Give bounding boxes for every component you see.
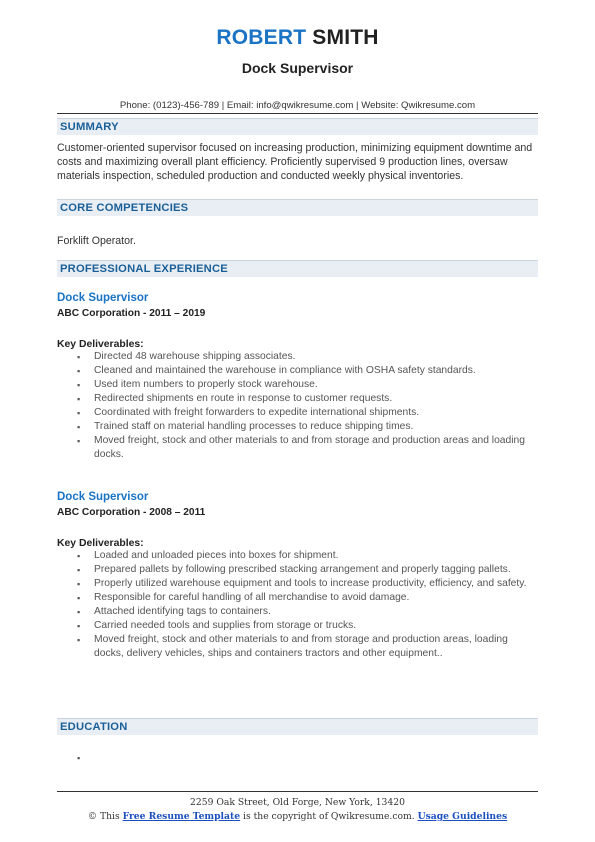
job-2-company: ABC Corporation - 2008 – 2011	[57, 507, 206, 518]
footer-address: 2259 Oak Street, Old Forge, New York, 13420	[190, 797, 405, 808]
list-item: ▪ Attached identifying tags to containers.	[77, 605, 532, 619]
copyright-prefix: © This	[87, 811, 120, 822]
education-section-header	[57, 718, 538, 735]
candidate-name	[0, 26, 595, 50]
job-1-title: Dock Supervisor	[57, 292, 149, 304]
job-2-title: Dock Supervisor	[57, 491, 149, 503]
summary-section-header	[57, 118, 538, 135]
contact-line: Phone: (0123)-456-789 | Email: info@qwikresume.com | Website: Qwikresume.com	[119, 100, 476, 111]
usage-guidelines-link[interactable]: Usage Guidelines	[417, 811, 508, 822]
competencies-text: Forklift Operator.	[57, 235, 136, 247]
list-item: ▪ Carried needed tools and supplies from storage or trucks.	[77, 619, 532, 633]
competencies-section-header	[57, 199, 538, 216]
list-item: ▪ Properly utilized warehouse equipment and tools to increase productivity, efficiency, and safety.	[77, 577, 532, 591]
job-1-deliverables-label: Key Deliverables:	[57, 339, 144, 350]
free-resume-template-link[interactable]: Free Resume Template	[122, 811, 241, 822]
list-item: ▪ Prepared pallets by following prescribed stacking arrangement and properly tagging pallets.	[77, 563, 532, 577]
competencies-heading: CORE COMPETENCIES	[60, 202, 189, 214]
footer-divider	[57, 791, 538, 792]
education-heading: EDUCATION	[60, 721, 128, 733]
candidate-job-title: Dock Supervisor	[241, 60, 354, 76]
job-2-deliverables-list	[77, 549, 532, 661]
job-2-deliverables-label: Key Deliverables:	[57, 538, 144, 549]
list-item: ▪ Loaded and unloaded pieces into boxes for shipment.	[77, 549, 532, 563]
experience-heading: PROFESSIONAL EXPERIENCE	[60, 263, 228, 275]
last-name: SMITH	[312, 26, 379, 49]
summary-text: Customer-oriented supervisor focused on increasing production, minimizing equipment downtime and costs and maximizing overall plant efficiency. Proficiently supervised 9 production lines, oversaw materials inspection, scheduled production and conducted weekly physical inventories.	[57, 142, 533, 182]
footer-copyright	[0, 811, 595, 822]
list-item: ▪ Used item numbers to properly stock warehouse.	[77, 378, 532, 392]
list-item: ▪ Moved freight, stock and other materials to and from storage and production areas, loading docks, delivery vehicles, ships and containers tractors and other equipment..	[77, 633, 532, 661]
list-item: ▪ Trained staff on material handling processes to reduce shipping times.	[77, 420, 532, 434]
job-1-company: ABC Corporation - 2011 – 2019	[57, 308, 206, 319]
first-name: ROBERT	[216, 26, 307, 49]
list-item: ▪ Cleaned and maintained the warehouse in compliance with OSHA safety standards.	[77, 364, 532, 378]
copyright-middle: is the copyright of Qwikresume.com.	[243, 811, 415, 822]
list-item: ▪ Coordinated with freight forwarders to expedite international shipments.	[77, 406, 532, 420]
experience-section-header	[57, 260, 538, 277]
list-item: ▪ Directed 48 warehouse shipping associates.	[77, 350, 532, 364]
list-item: ▪ Responsible for careful handling of all merchandise to avoid damage.	[77, 591, 532, 605]
summary-heading: SUMMARY	[60, 121, 119, 133]
job-1-deliverables-list	[77, 350, 532, 462]
list-item: ▪ Moved freight, stock and other materials to and from storage and production areas and loading docks.	[77, 434, 532, 462]
list-item: ▪ Redirected shipments en route in response to customer requests.	[77, 392, 532, 406]
header-divider	[57, 113, 538, 114]
